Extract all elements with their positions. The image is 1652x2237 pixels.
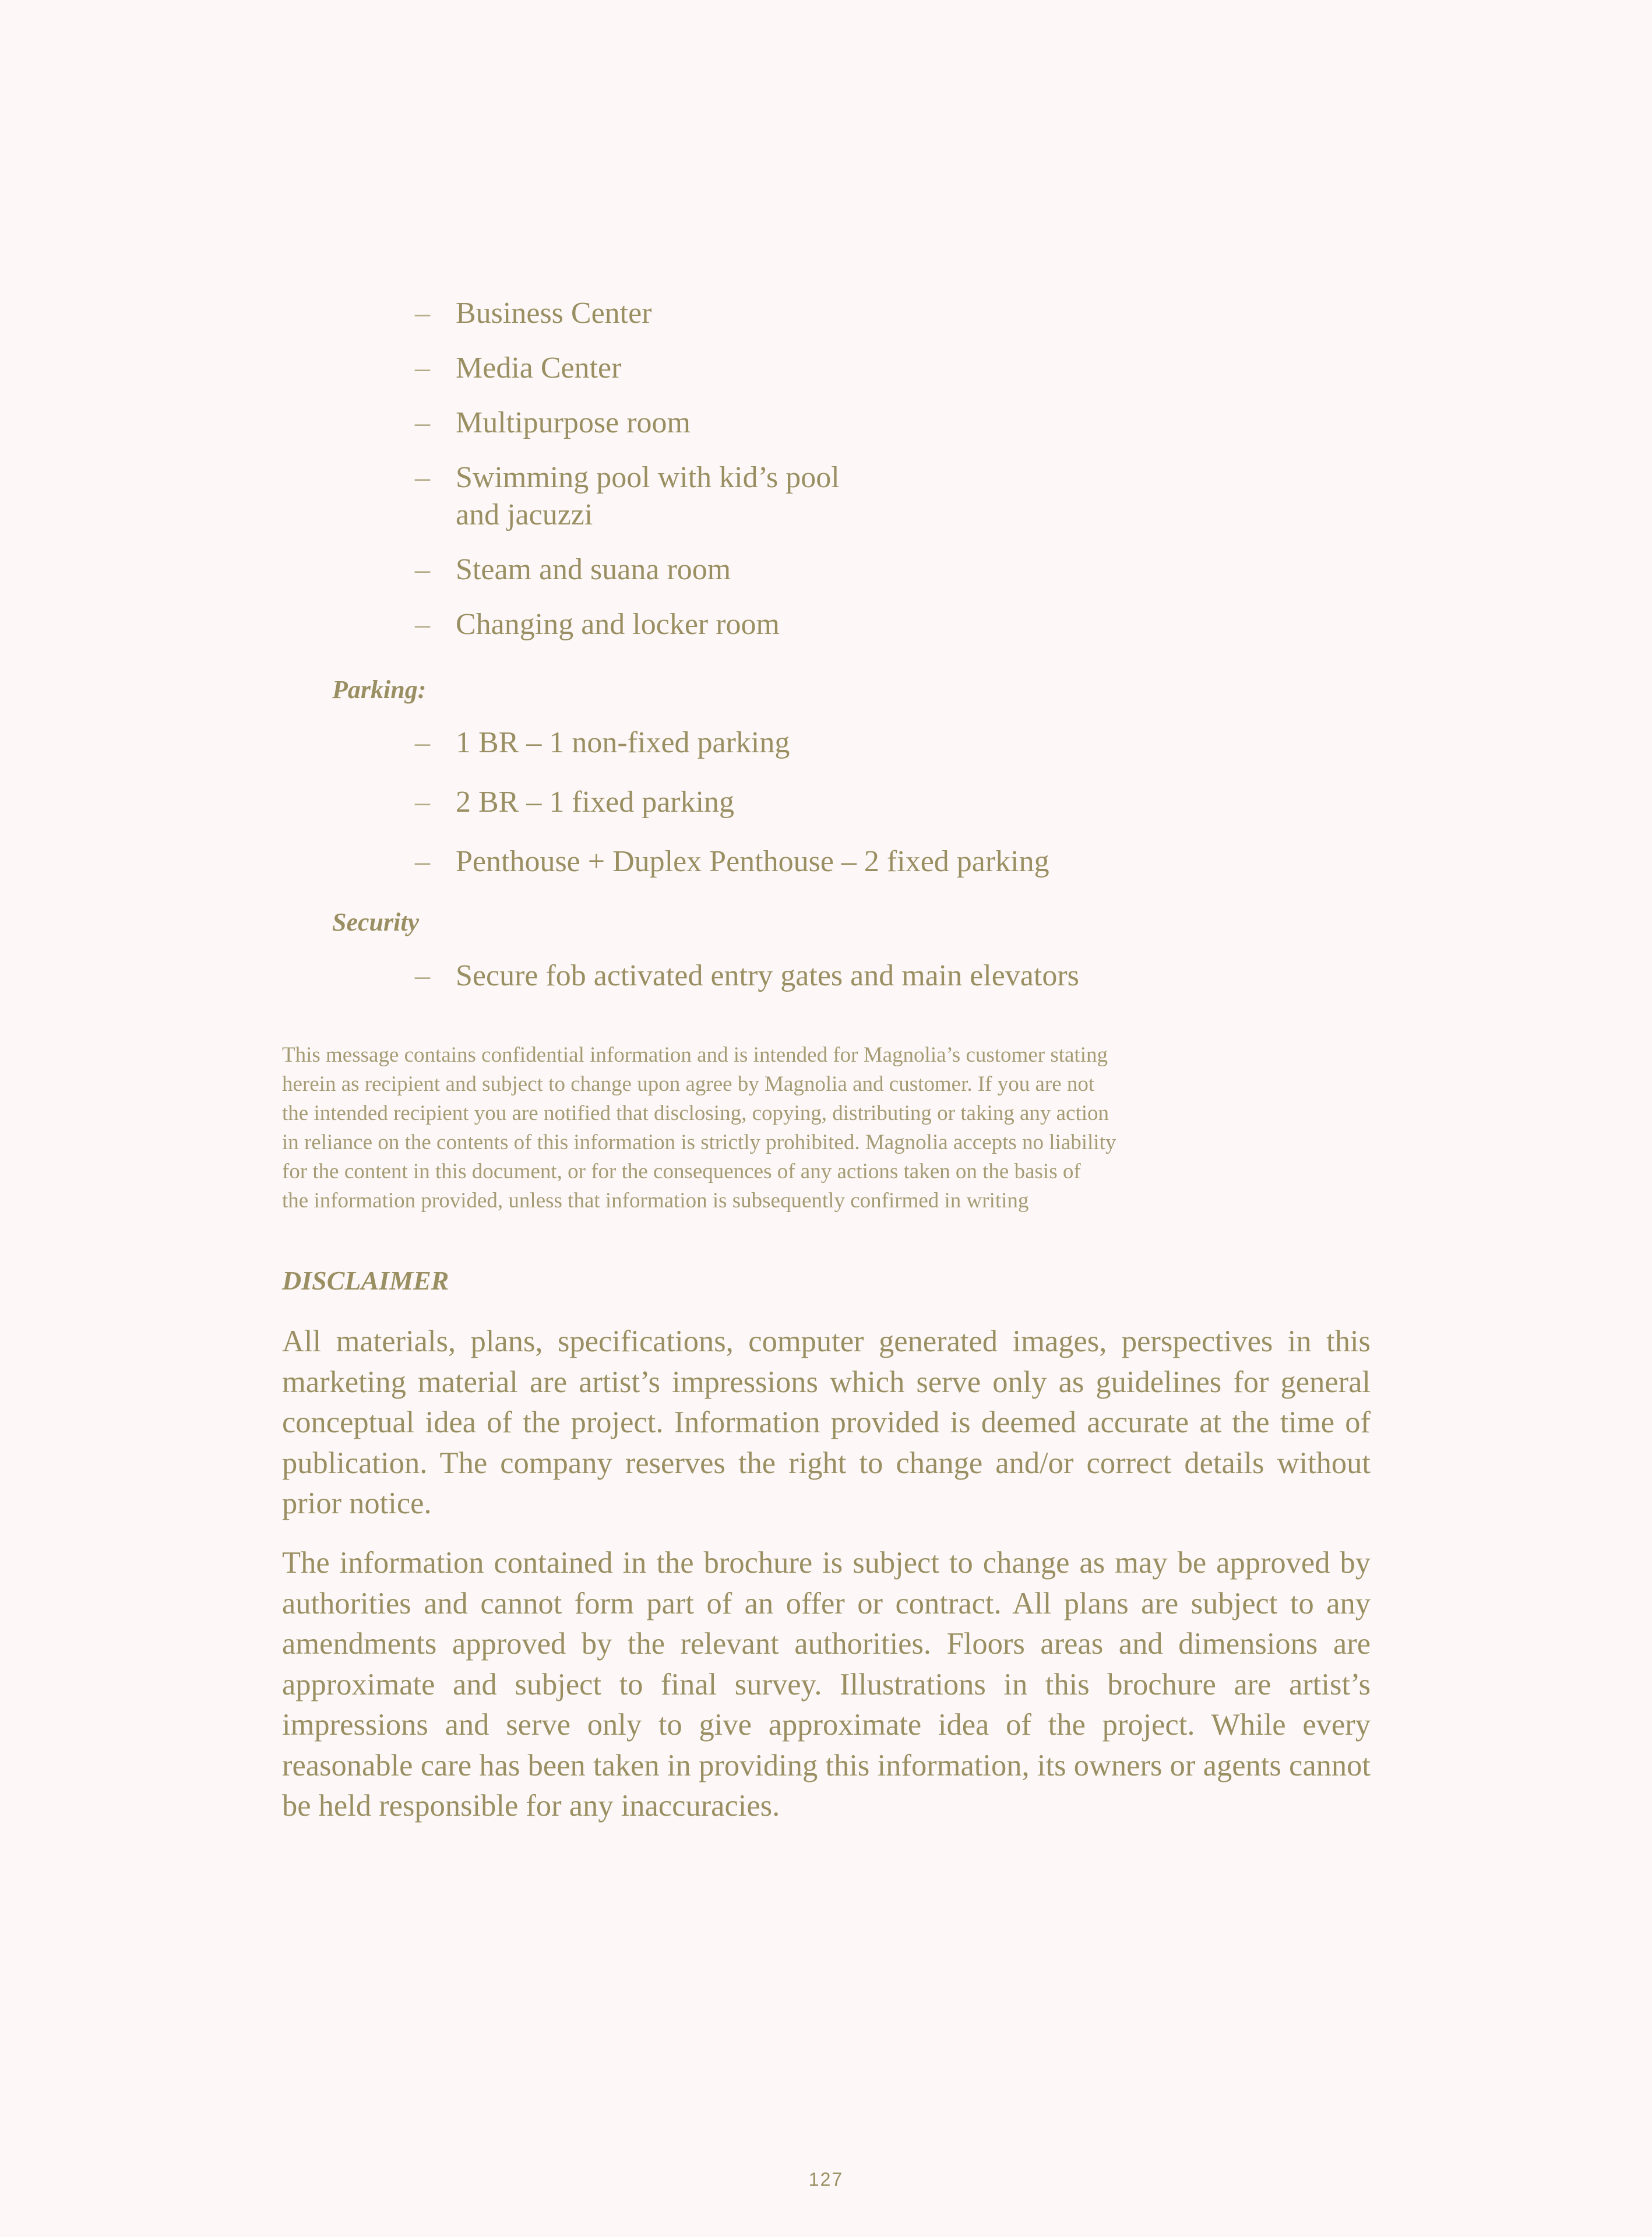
list-item-text: 1 BR – 1 non-fixed parking <box>456 726 790 759</box>
list-item <box>415 404 840 442</box>
list-item-text: Business Center <box>456 297 652 330</box>
list-item <box>415 459 840 534</box>
security-heading: Security <box>332 908 420 936</box>
disclaimer-paragraph-1: All materials, plans, specifications, computer generated images, perspectives in this marketing material are artist’s impressions which serve only as guidelines for general conceptual idea of the project. Information provided is deemed accurate at the time of publication. The company reserves the right to change and/or correct details without prior notice. <box>282 1324 1371 1520</box>
confidential-line: for the content in this document, or for the consequences of any actions taken on the basis of <box>282 1160 1081 1183</box>
confidential-line: This message contains confidential information and is intended for Magnolia’s customer stating <box>282 1043 1108 1067</box>
list-item <box>415 295 840 332</box>
security-list <box>415 957 1079 1012</box>
parking-list <box>415 724 1049 903</box>
list-item-text: Changing and locker room <box>456 608 780 641</box>
list-item-text-continued: and jacuzzi <box>456 498 593 531</box>
list-item-text: Secure fob activated entry gates and main elevators <box>456 959 1079 992</box>
list-item-text: Media Center <box>456 351 622 385</box>
dash-bullet: – <box>415 406 430 439</box>
confidential-notice <box>282 1041 1261 1216</box>
list-item <box>415 724 1049 762</box>
disclaimer-heading: DISCLAIMER <box>282 1266 449 1295</box>
list-item-text: Multipurpose room <box>456 406 691 439</box>
list-item-text: Swimming pool with kid’s pool <box>456 461 840 494</box>
list-item <box>415 606 840 643</box>
dash-bullet: – <box>415 959 430 992</box>
confidential-line: in reliance on the contents of this information is strictly prohibited. Magnolia accepts no liability <box>282 1130 1116 1154</box>
list-item <box>415 843 1049 880</box>
dash-bullet: – <box>415 461 430 494</box>
dash-bullet: – <box>415 608 430 641</box>
list-item-text: Steam and suana room <box>456 553 731 586</box>
confidential-line: herein as recipient and subject to change upon agree by Magnolia and customer. If you are not <box>282 1072 1095 1096</box>
dash-bullet: – <box>415 351 430 385</box>
list-item-text: Penthouse + Duplex Penthouse – 2 fixed parking <box>456 845 1049 878</box>
list-item <box>415 957 1079 995</box>
list-item <box>415 350 840 387</box>
confidential-line: the intended recipient you are notified that disclosing, copying, distributing or taking any action <box>282 1101 1109 1125</box>
parking-heading: Parking: <box>332 675 427 704</box>
disclaimer-paragraph-2: The information contained in the brochure is subject to change as may be approved by authorities and cannot form part of an offer or contract. All plans are subject to any amendments approved by the relevant authorities. Floors areas and dimensions are approximate and subject to final survey. Illustrations in this brochure are artist’s impressions and serve only to give approximate idea of the project. While every reasonable care has been taken in providing this information, its owners or agents cannot be held responsible for any inaccuracies. <box>282 1546 1371 1823</box>
amenities-list <box>415 295 840 661</box>
dash-bullet: – <box>415 553 430 586</box>
dash-bullet: – <box>415 845 430 878</box>
page-number: 127 <box>808 2169 844 2190</box>
dash-bullet: – <box>415 785 430 819</box>
list-item <box>415 551 840 589</box>
dash-bullet: – <box>415 726 430 759</box>
dash-bullet: – <box>415 297 430 330</box>
list-item <box>415 784 1049 821</box>
confidential-line: the information provided, unless that information is subsequently confirmed in writing <box>282 1189 1029 1213</box>
list-item-text: 2 BR – 1 fixed parking <box>456 785 735 819</box>
